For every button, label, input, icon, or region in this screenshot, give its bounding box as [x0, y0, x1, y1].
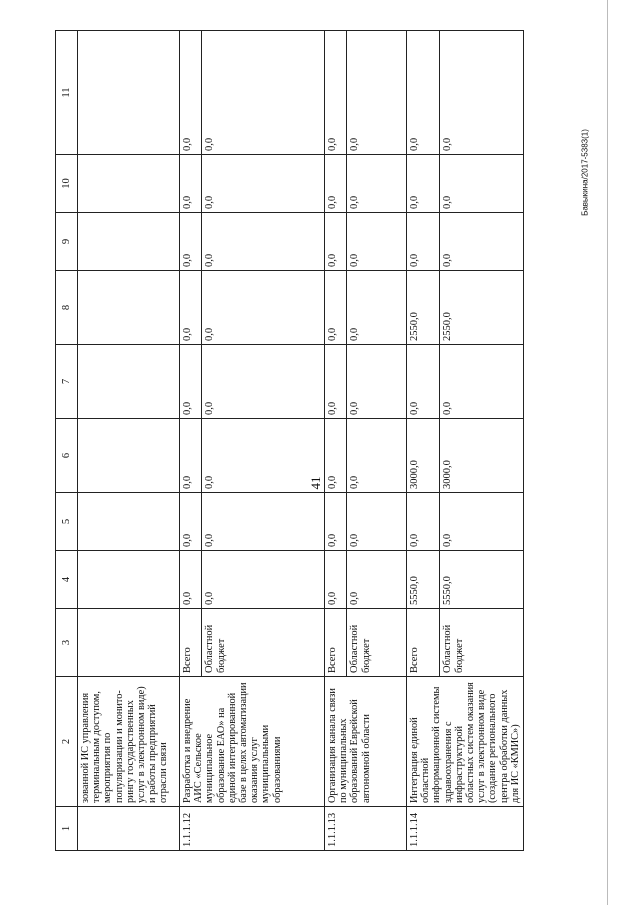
value-cell: 0,0	[180, 213, 202, 271]
row-number: 1.1.1.14	[407, 807, 524, 851]
row-number: 1.1.1.13	[325, 807, 407, 851]
value-cell: 0,0	[202, 271, 325, 345]
value-cell: 0,0	[202, 493, 325, 551]
page-number: 41	[308, 476, 323, 490]
page-edge-line	[607, 0, 608, 905]
value-cell: 0,0	[325, 271, 347, 345]
header-cell: 8	[56, 271, 78, 345]
value-cell: 0,0	[347, 493, 407, 551]
row-number	[78, 807, 180, 851]
value-cell	[78, 213, 180, 271]
value-cell: 0,0	[347, 213, 407, 271]
value-cell: 0,0	[407, 345, 440, 419]
value-cell	[78, 271, 180, 345]
row-number: 1.1.1.12	[180, 807, 325, 851]
value-cell: 3000,0	[440, 419, 524, 493]
value-cell: 0,0	[202, 155, 325, 213]
header-cell: 1	[56, 807, 78, 851]
value-cell	[78, 551, 180, 609]
value-cell: 0,0	[347, 419, 407, 493]
budget-table	[55, 30, 524, 851]
value-cell: 0,0	[180, 419, 202, 493]
value-cell: 0,0	[325, 551, 347, 609]
value-cell: 5550,0	[440, 551, 524, 609]
value-cell: 0,0	[440, 155, 524, 213]
table-row	[180, 31, 202, 851]
row-name: Интеграция единой областной информационной системы здравоохранения с инфраструктурой областных систем оказания услуг в электронном виде (создание регионального центра обработки данных для ИС «КМИС»)	[407, 677, 524, 807]
row-name: Разработка и внедрение АИС «Сельское муниципальное образование ЕАО» на единой интегрированной базе в целях автоматизации оказания услуг муниципальными образованиями	[180, 677, 325, 807]
header-row	[56, 31, 78, 851]
table-row	[78, 31, 180, 851]
rotated-table-container	[55, 31, 521, 851]
value-cell: 0,0	[180, 551, 202, 609]
funding-source	[78, 609, 180, 677]
table-row	[325, 31, 347, 851]
value-cell: 0,0	[202, 345, 325, 419]
value-cell: 2550,0	[407, 271, 440, 345]
value-cell: 0,0	[180, 493, 202, 551]
row-name: зованной ИС управления терминальным доступом, мероприятия по популяризации и монито-рингу государственных услуг в электронном виде) и работы предприятий отрасли связи	[78, 677, 180, 807]
funding-source: Всего	[180, 609, 202, 677]
header-cell: 9	[56, 213, 78, 271]
table-row	[407, 31, 440, 851]
value-cell: 0,0	[347, 155, 407, 213]
value-cell: 0,0	[325, 345, 347, 419]
value-cell: 0,0	[180, 271, 202, 345]
value-cell	[78, 419, 180, 493]
value-cell: 0,0	[180, 31, 202, 155]
row-name: Организация канала связи по муниципальных образований Еврейской автономной области	[325, 677, 407, 807]
header-cell: 10	[56, 155, 78, 213]
document-code: Бавыкина/2017-5383(1)	[580, 129, 590, 216]
value-cell: 0,0	[202, 551, 325, 609]
header-cell: 4	[56, 551, 78, 609]
value-cell: 2550,0	[440, 271, 524, 345]
header-cell: 6	[56, 419, 78, 493]
value-cell: 0,0	[180, 345, 202, 419]
value-cell: 0,0	[202, 31, 325, 155]
value-cell: 0,0	[180, 155, 202, 213]
header-cell: 2	[56, 677, 78, 807]
funding-source: Областной бюджет	[347, 609, 407, 677]
value-cell: 0,0	[202, 419, 325, 493]
value-cell: 0,0	[347, 345, 407, 419]
funding-source: Областной бюджет	[202, 609, 325, 677]
value-cell: 0,0	[325, 155, 347, 213]
value-cell: 0,0	[440, 493, 524, 551]
value-cell: 5550,0	[407, 551, 440, 609]
value-cell: 0,0	[202, 213, 325, 271]
value-cell: 0,0	[407, 155, 440, 213]
header-cell: 3	[56, 609, 78, 677]
funding-source: Областной бюджет	[440, 609, 524, 677]
value-cell: 0,0	[325, 493, 347, 551]
value-cell: 3000,0	[407, 419, 440, 493]
header-cell: 5	[56, 493, 78, 551]
value-cell	[78, 493, 180, 551]
value-cell: 0,0	[347, 551, 407, 609]
value-cell: 0,0	[347, 271, 407, 345]
value-cell	[78, 345, 180, 419]
value-cell: 0,0	[325, 31, 347, 155]
value-cell: 0,0	[440, 213, 524, 271]
header-cell: 7	[56, 345, 78, 419]
funding-source: Всего	[407, 609, 440, 677]
value-cell: 0,0	[440, 31, 524, 155]
header-cell: 11	[56, 31, 78, 155]
value-cell: 0,0	[347, 31, 407, 155]
value-cell	[78, 155, 180, 213]
value-cell: 0,0	[407, 493, 440, 551]
value-cell: 0,0	[325, 419, 347, 493]
funding-source: Всего	[325, 609, 347, 677]
value-cell	[78, 31, 180, 155]
value-cell: 0,0	[407, 31, 440, 155]
value-cell: 0,0	[407, 213, 440, 271]
value-cell: 0,0	[325, 213, 347, 271]
value-cell: 0,0	[440, 345, 524, 419]
